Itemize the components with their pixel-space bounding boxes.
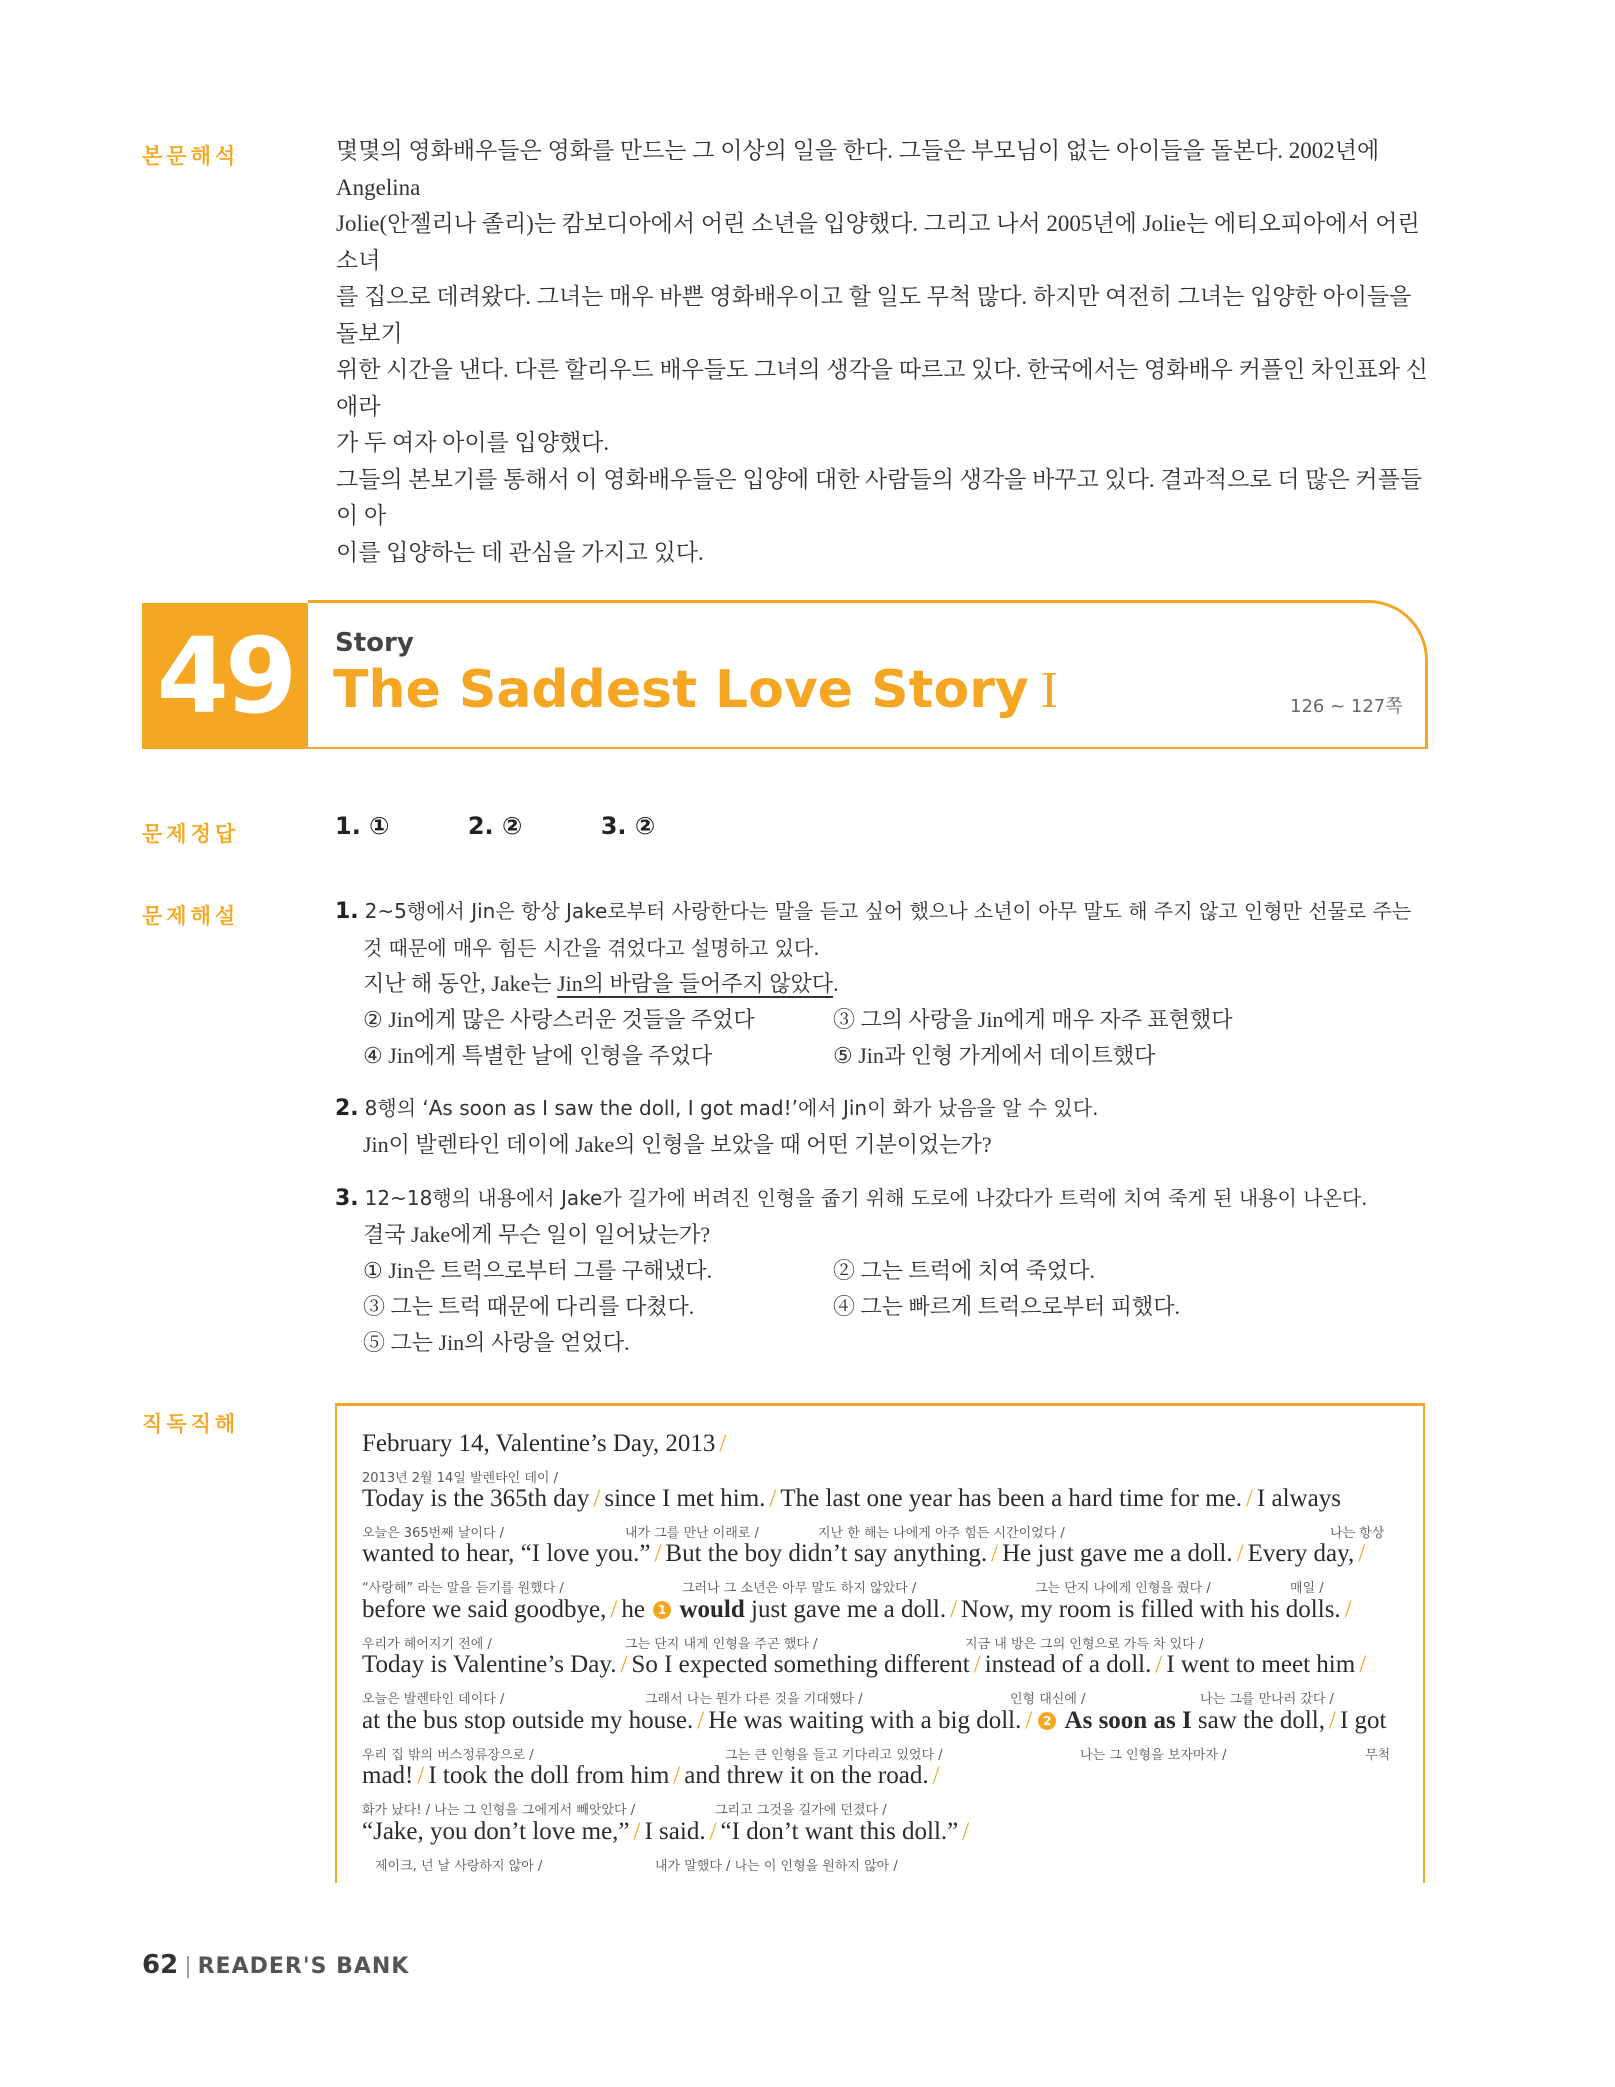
reading-line (362, 1430, 730, 1458)
phrase: Now, my room is filled with his dolls. (961, 1596, 1341, 1623)
answer-item: 3. ② (600, 812, 656, 840)
gloss: 화가 났다! / 나는 그 인형을 그에게서 빼앗았다 / (362, 1803, 636, 1818)
phrase: Today is Valentine’s Day. (362, 1651, 617, 1678)
gloss: 나는 항상 (1330, 1526, 1385, 1541)
gloss: 그는 단지 나에게 인형을 줬다 / (1035, 1581, 1211, 1596)
phrase: “Jake, you don’t love me,” (362, 1818, 630, 1845)
phrase: He was waiting with a big doll. (708, 1707, 1022, 1734)
option: ③ 그의 사랑을 Jin에게 매우 자주 표현했다 (833, 1007, 1233, 1032)
answer-item: 2. ② (467, 812, 523, 840)
gloss: 오늘은 365번째 날이다 / (362, 1526, 505, 1541)
note-marker: 1 (653, 1601, 671, 1619)
phrase: mad! (362, 1762, 414, 1789)
gloss: 그는 큰 인형을 들고 기다리고 있었다 / (725, 1748, 943, 1763)
unit-title-suffix: I (1040, 662, 1059, 719)
gloss: 우리가 헤어지기 전에 / (362, 1637, 492, 1652)
q1-options (335, 1002, 1435, 1074)
phrase: Today is the 365th day (362, 1485, 590, 1512)
gloss: 2013년 2월 14일 발렌타인 데이 / (362, 1471, 558, 1486)
phrase: February 14, Valentine’s Day, 2013 (362, 1430, 716, 1457)
grammar-point: would (679, 1596, 745, 1623)
slash: / (719, 1430, 727, 1457)
reading-line: Today is Valentine’s Day. / So I expected something different / instead of a doll. / I went to meet him / (362, 1651, 1367, 1678)
phrase: he (621, 1596, 645, 1623)
phrase: But the boy didn’t say anything. (665, 1540, 988, 1567)
phrase: I went to meet him (1166, 1651, 1356, 1678)
note-marker: 2 (1038, 1712, 1056, 1730)
q3-explanation: 12~18행의 내용에서 Jake가 길가에 버려진 인형을 줍기 위해 도로에 나갔다가 트럭에 치여 죽게 된 내용이 나온다. (364, 1186, 1368, 1210)
page-number: 62 (142, 1950, 179, 1980)
gloss: 지금 내 방은 그의 인형으로 가득 차 있다 / (965, 1637, 1204, 1652)
phrase: So I expected something different (631, 1651, 970, 1678)
section-label-answers: 문제정답 (142, 822, 240, 846)
question-3 (335, 1180, 1435, 1361)
reading-line: Today is the 365th day / since I met him. / The last one year has been a hard time for me. / I always (362, 1485, 1341, 1512)
reading-line: “Jake, you don’t love me,” / I said. / “I don’t want this doll.” / (362, 1818, 970, 1845)
gloss: 그래서 나는 뭔가 다른 것을 기대했다 / (645, 1692, 863, 1707)
q1-stem: 지난 해 동안, Jake는 Jin의 바람을 들어주지 않았다. (363, 971, 839, 996)
question-number: 1. (335, 899, 359, 924)
page-footer: 62 | READER'S BANK (142, 1950, 410, 1980)
phrase: “I don’t want this doll.” (720, 1818, 959, 1845)
phrase: saw the doll, (1197, 1707, 1325, 1734)
option: ⑤ Jin과 인형 가게에서 데이트했다 (833, 1043, 1156, 1068)
phrase: The last one year has been a hard time for me. (780, 1485, 1242, 1512)
reading-line: wanted to hear, “I love you.” / But the boy didn’t say anything. / He just gave me a doll. / Every day, / (362, 1540, 1366, 1567)
gloss: 나는 그 인형을 보자마자 / (1080, 1748, 1227, 1763)
q3-stem: 결국 Jake에게 무슨 일이 일어났는가? (363, 1222, 711, 1247)
phrase: I took the doll from him (428, 1762, 670, 1789)
option: ① Jin은 트럭으로부터 그를 구해냈다. (363, 1258, 713, 1283)
q1-stem-underlined: Jin의 바람을 들어주지 않았다 (557, 971, 834, 996)
unit-title (333, 660, 1058, 720)
question-2 (335, 1090, 1435, 1163)
gloss: 그러나 그 소년은 아무 말도 하지 않았다 / (682, 1581, 917, 1596)
reading-line: at the bus stop outside my house. / He was waiting with a big doll. / 2 As soon as I saw the doll, / I got (362, 1707, 1387, 1734)
q3-options (335, 1253, 1435, 1361)
question-1 (335, 893, 1435, 1074)
q2-stem: Jin이 발렌타인 데이에 Jake의 인형을 보았을 때 어떤 기분이었는가? (363, 1132, 992, 1157)
book-title: READER'S BANK (197, 1954, 410, 1979)
reading-line: before we said goodbye, / he 1 would just gave me a doll. / Now, my room is filled with his dolls. / (362, 1596, 1352, 1623)
phrase: I got (1339, 1707, 1387, 1734)
unit-category: Story (335, 628, 414, 658)
phrase: He just gave me a doll. (1002, 1540, 1233, 1567)
phrase: I said. (644, 1818, 706, 1845)
unit-pages: 126 ~ 127쪽 (1290, 696, 1403, 717)
gloss: 매일 / (1290, 1581, 1324, 1596)
gloss: 그리고 그것을 길가에 던졌다 / (715, 1803, 887, 1818)
phrase: wanted to hear, “I love you.” (362, 1540, 651, 1567)
translation-line: 위한 시간을 낸다. 다른 할리우드 배우들도 그녀의 생각을 따르고 있다. 한국에서는 영화배우 커플인 차인표와 신애라 (336, 357, 1428, 419)
translation-paragraph (336, 133, 1436, 571)
gloss: 내가 말했다 / 나는 이 인형을 원하지 않아 / (655, 1859, 898, 1874)
phrase: before we said goodbye, (362, 1596, 607, 1623)
grammar-point: As soon as I (1064, 1707, 1192, 1734)
phrase: instead of a doll. (984, 1651, 1152, 1678)
option: ⑤ 그는 Jin의 사랑을 얻었다. (363, 1330, 630, 1355)
translation-line: 이를 입양하는 데 관심을 가지고 있다. (336, 539, 704, 565)
question-number: 3. (335, 1186, 359, 1211)
option: ③ 그는 트럭 때문에 다리를 다쳤다. (363, 1294, 695, 1319)
phrase: since I met him. (604, 1485, 766, 1512)
answer-list (335, 812, 725, 840)
answer-item: 1. ① (335, 812, 390, 840)
option: ④ 그는 빠르게 트럭으로부터 피했다. (833, 1294, 1181, 1319)
section-label-translation: 본문해석 (142, 144, 240, 168)
q2-explanation: 8행의 ‘As soon as I saw the doll, I got mad!’에서 Jin이 화가 났음을 알 수 있다. (364, 1096, 1099, 1120)
phrase: Every day, (1247, 1540, 1355, 1567)
q1-explanation: 2~5행에서 Jin은 항상 Jake로부터 사랑한다는 말을 듣고 싶어 했으나 소년이 아무 말도 해 주지 않고 인형만 선물로 주는 (364, 899, 1412, 923)
option: ② 그는 트럭에 치여 죽었다. (833, 1258, 1096, 1283)
gloss: 무척 (1365, 1748, 1391, 1763)
translation-line: 가 두 여자 아이를 입양했다. (336, 430, 610, 455)
translation-line: 몇몇의 영화배우들은 영화를 만드는 그 이상의 일을 한다. 그들은 부모님이 없는 아이들을 돌본다. 2002년에 Angelina (336, 138, 1380, 200)
gloss: 제이크, 넌 날 사랑하지 않아 / (375, 1859, 543, 1874)
option: ④ Jin에게 특별한 날에 인형을 주었다 (363, 1043, 713, 1068)
translation-line: Jolie(안젤리나 졸리)는 캄보디아에서 어린 소년을 입양했다. 그리고 나서 2005년에 Jolie는 에티오피아에서 어린 소녀 (336, 211, 1420, 273)
reading-line: mad! / I took the doll from him / and threw it on the road. / (362, 1762, 940, 1789)
unit-number: 49 (142, 603, 308, 749)
phrase: just gave me a doll. (751, 1596, 947, 1623)
translation-line: 를 집으로 데려왔다. 그녀는 매우 바쁜 영화배우이고 할 일도 무척 많다. 하지만 여전히 그녀는 입양한 아이들을 돌보기 (336, 284, 1412, 346)
phrase: at the bus stop outside my house. (362, 1707, 694, 1734)
section-label-direct-reading: 직독직해 (142, 1412, 240, 1436)
gloss: 내가 그를 만난 이래로 / (625, 1526, 759, 1541)
phrase: I always (1256, 1485, 1341, 1512)
gloss: 우리 집 밖의 버스정류장으로 / (362, 1748, 534, 1763)
gloss: 오늘은 발렌타인 데이다 / (362, 1692, 505, 1707)
unit-title-text: The Saddest Love Story (333, 660, 1029, 720)
gloss: 그는 단지 내게 인형을 주곤 했다 / (625, 1637, 818, 1652)
gloss: “사랑해” 라는 말을 듣기를 원했다 / (362, 1581, 564, 1596)
option: ② Jin에게 많은 사랑스러운 것들을 주었다 (363, 1007, 755, 1032)
phrase: and threw it on the road. (684, 1762, 929, 1789)
gloss: 지난 한 해는 나에게 아주 힘든 시간이었다 / (818, 1526, 1065, 1541)
section-label-explanations: 문제해설 (142, 904, 240, 928)
q1-explanation-cont: 것 때문에 매우 힘든 시간을 겪었다고 설명하고 있다. (363, 936, 820, 960)
gloss: 나는 그를 만나러 갔다 / (1200, 1692, 1334, 1707)
gloss: 인형 대신에 / (1010, 1692, 1086, 1707)
translation-line: 그들의 본보기를 통해서 이 영화배우들은 입양에 대한 사람들의 생각을 바꾸고 있다. 결과적으로 더 많은 커플들이 아 (336, 466, 1423, 528)
question-number: 2. (335, 1096, 359, 1121)
